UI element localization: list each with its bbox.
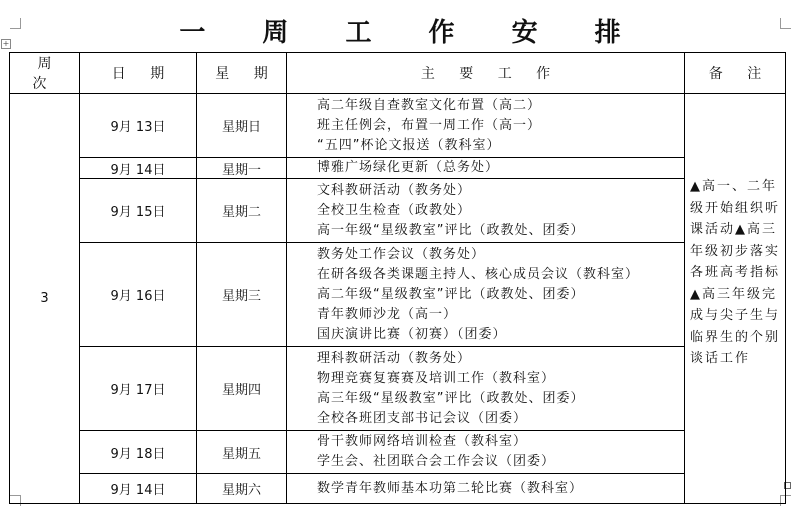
- schedule-table: [9, 52, 786, 504]
- weekday-cell: 星期六: [197, 474, 287, 504]
- date-cell: 9月 13日: [80, 94, 197, 158]
- task-item: 数学青年教师基本功第二轮比赛（教科室）: [317, 480, 584, 496]
- week-number: 3: [10, 94, 80, 504]
- header-remarks: 备 注: [685, 53, 786, 94]
- date-cell: 9月 14日: [80, 158, 197, 179]
- tasks-cell: [287, 347, 685, 431]
- weekday-cell: 星期二: [197, 179, 287, 243]
- weekday-cell: 星期五: [197, 431, 287, 474]
- date-cell: 9月 15日: [80, 179, 197, 243]
- table-row: [10, 94, 786, 158]
- date-cell: 9月 16日: [80, 243, 197, 347]
- task-item: 全校各班团支部书记会议（团委）: [317, 410, 528, 426]
- page-title: 一 周 工 作 安 排: [179, 18, 645, 48]
- task-item: 青年教师沙龙（高一）: [317, 306, 458, 322]
- header-week: 周 次: [10, 53, 80, 94]
- table-row: [10, 431, 786, 474]
- task-item: 教务处工作会议（教务处）: [317, 246, 486, 262]
- remarks-cell: [685, 94, 786, 504]
- date-cell: 9月 17日: [80, 347, 197, 431]
- task-item: 物理竞赛复赛赛及培训工作（教科室）: [317, 370, 556, 386]
- table-row: [10, 158, 786, 179]
- task-item: 在研各级各类课题主持人、核心成员会议（教科室）: [317, 266, 640, 282]
- task-item: 国庆演讲比赛（初赛）（团委）: [317, 326, 507, 342]
- weekday-cell: 星期日: [197, 94, 287, 158]
- weekday-cell: 星期四: [197, 347, 287, 431]
- task-item: 班主任例会，布置一周工作（高一）: [317, 117, 542, 133]
- task-item: 文科教研活动（教务处）: [317, 182, 472, 198]
- task-item: 骨干教师网络培训检查（教科室）: [317, 434, 528, 449]
- tasks-cell: [287, 179, 685, 243]
- tasks-cell: [287, 431, 685, 474]
- weekday-cell: 星期三: [197, 243, 287, 347]
- header-date: 日 期: [80, 53, 197, 94]
- table-row: [10, 243, 786, 347]
- tasks-cell: [287, 243, 685, 347]
- task-item: 高二年级“星级教室”评比（政教处、团委）: [317, 286, 585, 302]
- task-item: “五四”杯论文报送（教科室）: [317, 137, 501, 153]
- task-item: 全校卫生检查（政教处）: [317, 202, 472, 218]
- table-row: [10, 347, 786, 431]
- table-row: [10, 474, 786, 504]
- header-tasks: 主 要 工 作: [287, 53, 685, 94]
- task-item: 学生会、社团联合会工作会议（团委）: [317, 454, 556, 469]
- date-cell: 9月 14日: [80, 474, 197, 504]
- remarks-text: ▲高一、二年级开始组织听课活动▲高三年级初步落实各班高考指标▲高三年级完成与尖子生与临界生的个别谈话工作: [690, 179, 781, 366]
- date-cell: 9月 18日: [80, 431, 197, 474]
- task-item: 博雅广场绿化更新（总务处）: [317, 160, 500, 175]
- header-weekday: 星 期: [197, 53, 287, 94]
- tasks-cell: [287, 158, 685, 179]
- task-item: 高一年级“星级教室”评比（政教处、团委）: [317, 222, 585, 238]
- task-item: 高二年级自查教室文化布置（高二）: [317, 97, 542, 113]
- tasks-cell: [287, 94, 685, 158]
- tasks-cell: [287, 474, 685, 504]
- header-row: [10, 53, 786, 94]
- table-row: [10, 179, 786, 243]
- task-item: 高三年级“星级教室”评比（政教处、团委）: [317, 390, 585, 406]
- weekday-cell: 星期一: [197, 158, 287, 179]
- task-item: 理科教研活动（教务处）: [317, 350, 472, 366]
- table-move-handle-icon[interactable]: +: [2, 39, 10, 48]
